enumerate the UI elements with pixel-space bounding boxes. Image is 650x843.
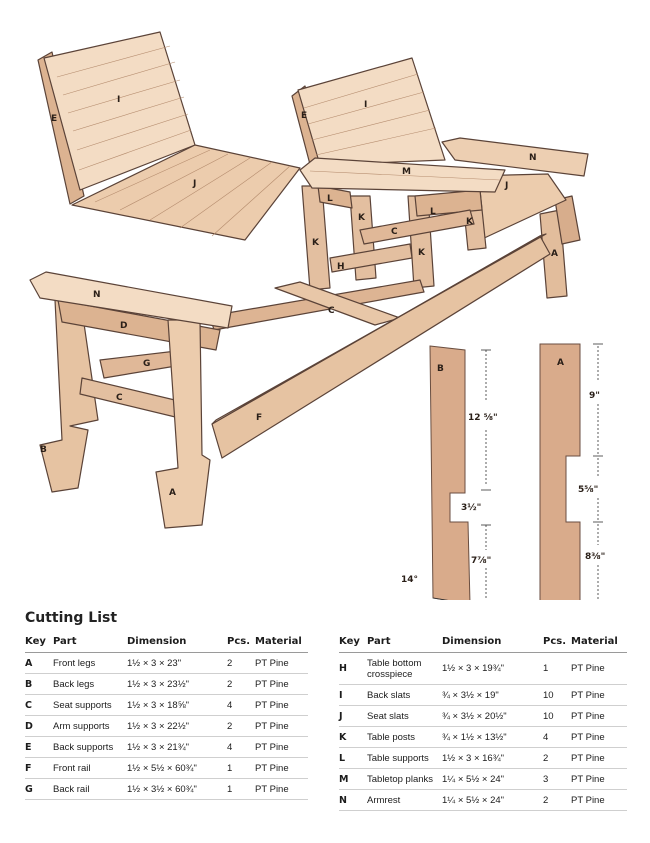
cell-material: PT Pine: [255, 737, 308, 758]
header-part: Part: [367, 634, 442, 653]
cell-material: PT Pine: [255, 695, 308, 716]
cell-pcs: 2: [227, 716, 255, 737]
label-N-right: N: [529, 153, 537, 163]
cell-key: K: [339, 727, 367, 748]
cell-key: I: [339, 685, 367, 706]
label-K-1: K: [358, 213, 365, 223]
label-C-center: C: [328, 306, 335, 316]
cell-key: C: [25, 695, 53, 716]
table-header-row: [339, 634, 627, 653]
label-I-left: I: [117, 95, 121, 105]
header-dimension: Dimension: [127, 634, 227, 653]
label-L-right: L: [430, 207, 436, 217]
label-F: F: [256, 413, 263, 423]
detail-label-A: A: [557, 358, 564, 368]
front-leg-detail: [540, 344, 605, 600]
cell-part: Tabletop planks: [367, 769, 442, 790]
cell-part: Table bottom crosspiece: [367, 653, 442, 685]
cell-dimension: 1½ × 3 × 16¾": [442, 748, 543, 769]
header-key: Key: [25, 634, 53, 653]
cell-part: Seat slats: [367, 706, 442, 727]
label-A-left: A: [169, 488, 176, 498]
label-C-left: C: [116, 393, 123, 403]
cell-dimension: 1½ × 5½ × 60¾": [127, 758, 227, 779]
label-C-table: C: [391, 227, 398, 237]
label-K-3: K: [312, 238, 319, 248]
cell-dimension: 1½ × 3 × 23": [127, 653, 227, 674]
table-row: [25, 695, 308, 716]
cell-part: Front legs: [53, 653, 127, 674]
cell-pcs: 10: [543, 685, 571, 706]
cell-key: E: [25, 737, 53, 758]
cell-part: Table posts: [367, 727, 442, 748]
cell-dimension: ¾ × 1½ × 13½": [442, 727, 543, 748]
cell-part: Back supports: [53, 737, 127, 758]
dim-front-lower: 8⅜": [585, 552, 606, 562]
label-M: M: [402, 167, 411, 177]
label-L-left: L: [327, 194, 333, 204]
header-part: Part: [53, 634, 127, 653]
dim-front-upper: 9": [589, 391, 600, 401]
left-front-leg: [156, 320, 210, 528]
cell-part: Table supports: [367, 748, 442, 769]
label-I-right: I: [364, 100, 368, 110]
cell-part: Back slats: [367, 685, 442, 706]
detail-label-B: B: [437, 364, 444, 374]
header-key: Key: [339, 634, 367, 653]
cell-key: L: [339, 748, 367, 769]
cell-key: H: [339, 653, 367, 685]
table-row: [25, 716, 308, 737]
cell-pcs: 4: [227, 695, 255, 716]
cell-pcs: 1: [227, 758, 255, 779]
table-row: [339, 706, 627, 727]
cell-key: J: [339, 706, 367, 727]
header-material: Material: [571, 634, 627, 653]
cell-material: PT Pine: [255, 716, 308, 737]
cell-material: PT Pine: [571, 790, 627, 811]
cutting-list-table-left: [25, 634, 308, 800]
cell-pcs: 2: [227, 674, 255, 695]
back-leg-detail: [401, 346, 498, 600]
table-row: [25, 674, 308, 695]
cell-key: A: [25, 653, 53, 674]
table-row: [339, 748, 627, 769]
cell-dimension: 1½ × 3 × 23½": [127, 674, 227, 695]
cell-pcs: 1: [543, 653, 571, 685]
front-rail: [212, 236, 550, 458]
dim-front-notch: 5⅝": [578, 485, 599, 495]
table-row: [339, 685, 627, 706]
label-N-left: N: [93, 290, 101, 300]
cell-material: PT Pine: [571, 727, 627, 748]
table-row: [25, 779, 308, 800]
cell-material: PT Pine: [255, 779, 308, 800]
cell-part: Armrest: [367, 790, 442, 811]
label-J-right: J: [505, 181, 509, 191]
cell-material: PT Pine: [255, 674, 308, 695]
label-H: H: [337, 262, 345, 272]
cell-material: PT Pine: [255, 758, 308, 779]
label-D: D: [120, 321, 128, 331]
label-J-left: J: [193, 179, 197, 189]
label-K-4: K: [418, 248, 425, 258]
cell-part: Front rail: [53, 758, 127, 779]
cell-dimension: 1¼ × 5½ × 24": [442, 790, 543, 811]
dim-back-upper: 12 ⅝": [468, 413, 498, 423]
header-dimension: Dimension: [442, 634, 543, 653]
dim-back-notch: 3½": [461, 503, 482, 513]
cell-dimension: 1½ × 3½ × 60¾": [127, 779, 227, 800]
dim-back-lower: 7⅞": [471, 556, 492, 566]
label-A-right: A: [551, 249, 558, 259]
cell-pcs: 1: [227, 779, 255, 800]
label-G: G: [143, 359, 151, 369]
cutting-list-table-right: [339, 634, 627, 811]
cell-key: M: [339, 769, 367, 790]
cell-part: Back rail: [53, 779, 127, 800]
table-row: [25, 653, 308, 674]
cutting-list-title: Cutting List: [25, 610, 118, 626]
cell-pcs: 2: [543, 748, 571, 769]
cell-material: PT Pine: [571, 685, 627, 706]
cell-part: Seat supports: [53, 695, 127, 716]
header-material: Material: [255, 634, 308, 653]
table-header-row: [25, 634, 308, 653]
cell-part: Back legs: [53, 674, 127, 695]
table-row: [25, 758, 308, 779]
cell-material: PT Pine: [571, 706, 627, 727]
dim-back-angle: 14°: [401, 575, 419, 585]
cell-material: PT Pine: [255, 653, 308, 674]
cell-pcs: 2: [227, 653, 255, 674]
cell-key: D: [25, 716, 53, 737]
cell-material: PT Pine: [571, 748, 627, 769]
cell-dimension: 1½ × 3 × 22½": [127, 716, 227, 737]
cell-material: PT Pine: [571, 653, 627, 685]
cell-dimension: 1½ × 3 × 19¾": [442, 653, 543, 685]
cell-key: F: [25, 758, 53, 779]
cell-dimension: ¾ × 3½ × 19": [442, 685, 543, 706]
header-pcs: Pcs.: [543, 634, 571, 653]
table-row: [339, 653, 627, 685]
label-K-2: K: [466, 217, 473, 227]
cell-key: B: [25, 674, 53, 695]
table-row: [25, 737, 308, 758]
cell-pcs: 4: [227, 737, 255, 758]
cell-key: N: [339, 790, 367, 811]
table-row: [339, 790, 627, 811]
cell-pcs: 4: [543, 727, 571, 748]
cell-material: PT Pine: [571, 769, 627, 790]
label-B: B: [40, 445, 47, 455]
table-row: [339, 769, 627, 790]
cell-dimension: ¾ × 3½ × 20½": [442, 706, 543, 727]
cell-key: G: [25, 779, 53, 800]
label-E-left: E: [51, 114, 58, 124]
cell-part: Arm supports: [53, 716, 127, 737]
label-E-right: E: [301, 111, 308, 121]
cell-dimension: 1¼ × 5½ × 24": [442, 769, 543, 790]
cell-dimension: 1½ × 3 × 18⅝": [127, 695, 227, 716]
table-row: [339, 727, 627, 748]
cell-dimension: 1½ × 3 × 21¾": [127, 737, 227, 758]
header-pcs: Pcs.: [227, 634, 255, 653]
cell-pcs: 10: [543, 706, 571, 727]
cell-pcs: 2: [543, 790, 571, 811]
cell-pcs: 3: [543, 769, 571, 790]
